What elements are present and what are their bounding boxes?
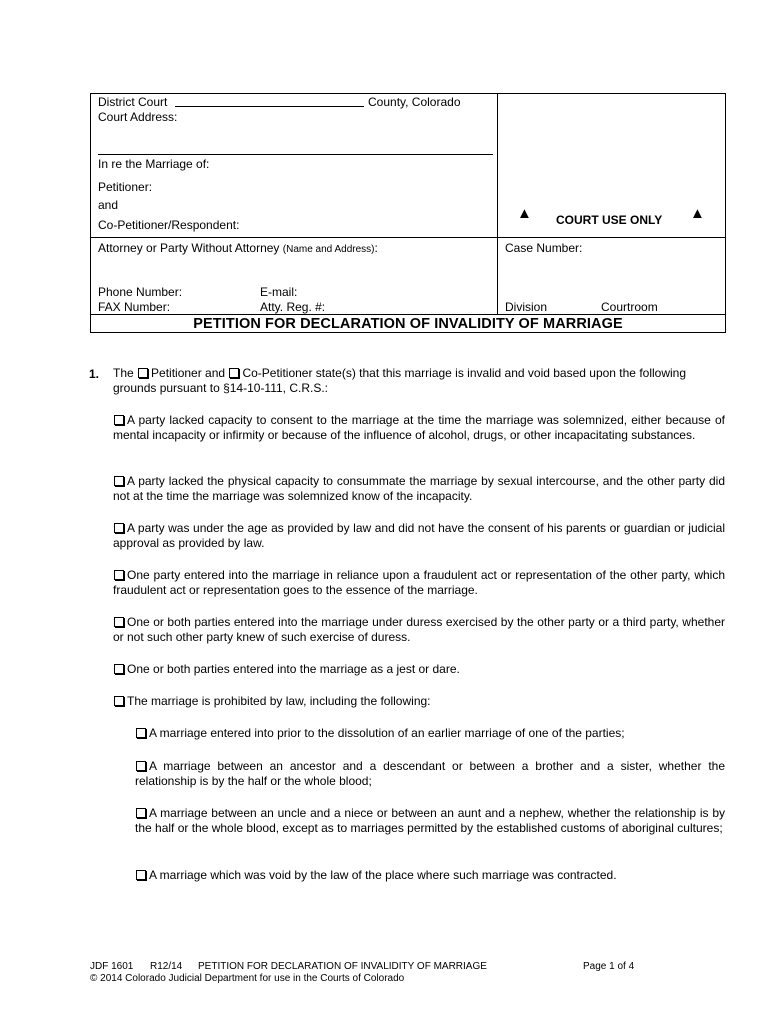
ground-checkbox[interactable]	[114, 696, 124, 706]
ground-text: A party lacked capacity to consent to the marriage at the time the marriage was solemnized, either because of mental incapacity or infirmity or because of the influence of alcohol, drugs, or other incapacitating substances.	[113, 413, 725, 442]
court-address-label: Court Address:	[98, 110, 178, 124]
ground-item	[113, 694, 725, 709]
prohibited-checkbox[interactable]	[136, 761, 146, 771]
attorney-hint: (Name and Address)	[282, 244, 375, 255]
attorney-colon: :	[374, 241, 378, 255]
court-label: District Court	[98, 95, 168, 109]
ground-item	[113, 413, 725, 443]
intro-line2: grounds pursuant to §14-10-111, C.R.S.:	[113, 381, 329, 395]
ground-item	[113, 662, 725, 677]
ground-item	[113, 474, 725, 504]
intro-rest: Co-Petitioner state(s) that this marriage is invalid and void based upon the following	[242, 366, 687, 380]
ground-text: A party lacked the physical capacity to consummate the marriage by sexual intercourse, and the other party did not at the time the marriage was solemnized know of the incapacity.	[113, 474, 725, 503]
ground-checkbox[interactable]	[114, 570, 124, 580]
ground-checkbox[interactable]	[114, 523, 124, 533]
form-title: PETITION FOR DECLARATION OF INVALIDITY OF MARRIAGE	[193, 316, 623, 332]
email-label: E-mail:	[260, 285, 298, 299]
prohibited-checkbox[interactable]	[136, 870, 146, 880]
fax-label: FAX Number:	[98, 300, 171, 314]
phone-label: Phone Number:	[98, 285, 183, 299]
prohibited-text: A marriage between an uncle and a niece or between an aunt and a nephew, whether the relationship is by the half or the whole blood, except as to marriages permitted by the established customs of aboriginal cultures;	[135, 806, 725, 835]
prohibited-checkbox[interactable]	[136, 728, 146, 738]
prohibited-item	[135, 868, 725, 883]
caption-divider	[497, 93, 498, 315]
ground-text: One party entered into the marriage in reliance upon a fraudulent act or representation of the other party, which fraudulent act or representation goes to the essence of the marriage.	[113, 568, 725, 597]
prohibited-text: A marriage which was void by the law of the place where such marriage was contracted.	[149, 868, 617, 882]
up-arrow-icon: ▲	[690, 205, 705, 222]
attorney-label	[98, 241, 378, 257]
footer-copyright: © 2014 Colorado Judicial Department for use in the Courts of Colorado	[90, 973, 405, 984]
prohibited-item	[135, 759, 725, 789]
county-label: County, Colorado	[368, 95, 461, 109]
petitioner-checkbox[interactable]	[138, 368, 148, 378]
ground-text: The marriage is prohibited by law, including the following:	[127, 694, 431, 708]
county-name-field[interactable]	[175, 106, 364, 107]
intro-the: The	[113, 366, 134, 380]
caption-separator	[90, 237, 726, 238]
footer-form-id: JDF 1601	[90, 961, 134, 972]
ground-text: A party was under the age as provided by law and did not have the consent of his parents or guardian or judicial approval as provided by law.	[113, 521, 725, 550]
section-intro	[113, 366, 725, 396]
ground-text: One or both parties entered into the marriage as a jest or dare.	[127, 662, 460, 676]
case-number-label: Case Number:	[505, 241, 583, 255]
court-use-only-label: COURT USE ONLY	[556, 213, 663, 227]
co-petitioner-checkbox[interactable]	[229, 368, 239, 378]
prohibited-text: A marriage entered into prior to the dissolution of an earlier marriage of one of the parties;	[149, 726, 625, 740]
ground-checkbox[interactable]	[114, 476, 124, 486]
ground-item	[113, 568, 725, 598]
prohibited-item	[135, 806, 725, 836]
court-address-underline	[98, 154, 493, 155]
and-label: and	[98, 198, 119, 212]
ground-checkbox[interactable]	[114, 617, 124, 627]
intro-petitioner: Petitioner and	[151, 366, 226, 380]
footer-page: Page 1 of 4	[583, 961, 635, 972]
footer-revision: R12/14	[150, 961, 183, 972]
prohibited-item	[135, 726, 725, 741]
ground-checkbox[interactable]	[114, 664, 124, 674]
up-arrow-icon: ▲	[517, 205, 532, 222]
prohibited-text: A marriage between an ancestor and a descendant or between a brother and a sister, whether the relationship is by the half or the whole blood;	[135, 759, 725, 788]
ground-item	[113, 521, 725, 551]
co-petitioner-label: Co-Petitioner/Respondent:	[98, 218, 240, 232]
attorney-label-text: Attorney or Party Without Attorney	[98, 241, 280, 255]
ground-text: One or both parties entered into the marriage under duress exercised by the other party or a third party, whether or not such other party knew of such exercise of duress.	[113, 615, 725, 644]
petitioner-label: Petitioner:	[98, 180, 153, 194]
ground-checkbox[interactable]	[114, 415, 124, 425]
section-number: 1.	[89, 367, 100, 381]
atty-reg-label: Atty. Reg. #:	[260, 300, 326, 314]
in-re-label: In re the Marriage of:	[98, 157, 210, 171]
courtroom-label: Courtroom	[601, 300, 658, 314]
title-separator	[90, 314, 726, 315]
division-label: Division	[505, 300, 548, 314]
footer-form-name: PETITION FOR DECLARATION OF INVALIDITY OF MARRIAGE	[198, 961, 487, 972]
ground-item	[113, 615, 725, 645]
prohibited-checkbox[interactable]	[136, 808, 146, 818]
